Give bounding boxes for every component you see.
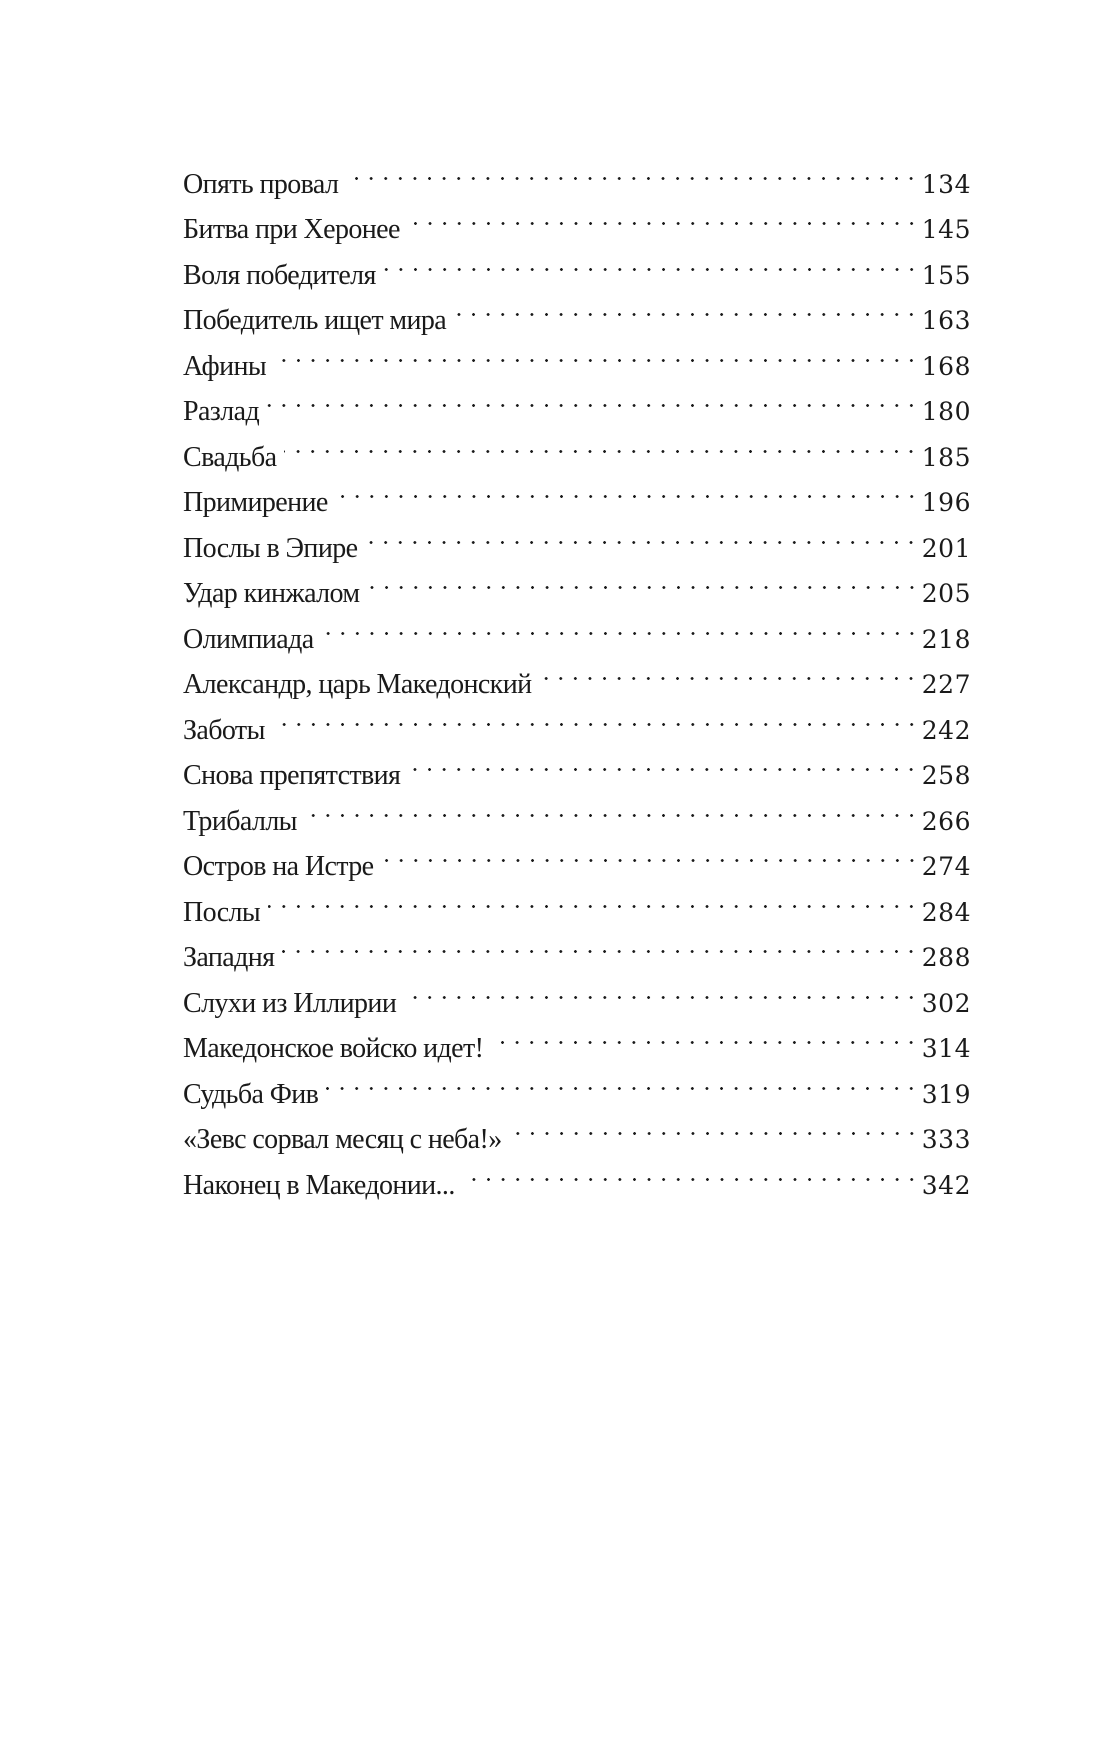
toc-entry-page: 266 [921,806,971,836]
toc-entry-title: Македонское войско идет! [183,1026,491,1072]
toc-entry-title: «Зевс сорвал месяц с неба!» [183,1117,510,1163]
toc-entry [183,739,971,791]
toc-entry-title: Разлад [183,389,267,435]
toc-entry-title: Александр, царь Македонский [183,662,539,708]
toc-entry-page: 333 [921,1125,971,1154]
toc-entry-title: Удар кинжалом [183,571,368,617]
dot-leader [510,1103,919,1149]
toc-entry-page: 168 [921,351,971,381]
dot-leader [491,1012,918,1058]
toc-entry-title: Олимпиада [183,617,322,663]
dot-leader [326,1057,919,1103]
toc-entry [183,966,971,1019]
dot-leader [539,648,918,694]
dot-leader [463,1148,919,1194]
dot-leader [382,830,919,876]
dot-leader [273,693,919,739]
toc-entry-title: Афины [183,344,274,390]
dot-leader [346,147,918,193]
toc-entry-page: 134 [921,169,971,199]
toc-entry-page: 284 [921,897,971,927]
toc-entry-title: Послы [183,890,268,936]
dot-leader [454,284,919,330]
toc-entry-page: 145 [921,215,971,244]
toc-entry [183,875,971,928]
table-of-contents [183,147,971,1201]
dot-leader [336,466,919,512]
toc-entry-page: 342 [921,1170,971,1200]
toc-entry-title: Опять провал [183,162,346,208]
toc-entry-title: Битва при Херонее [183,207,408,253]
dot-leader [408,193,919,239]
dot-leader [322,602,919,648]
toc-entry-page: 227 [921,670,971,699]
dot-leader [282,921,918,967]
dot-leader [384,238,919,284]
toc-entry-title: Снова препятствия [183,753,408,799]
toc-entry-title: Наконец в Македонии... [183,1163,463,1209]
toc-entry [183,147,971,200]
toc-entry [183,921,971,973]
toc-entry [183,420,971,473]
toc-entry-title: Судьба Фив [183,1072,326,1118]
toc-entry-page: 163 [921,306,971,335]
dot-leader [365,511,918,557]
dot-leader [404,966,919,1012]
dot-leader [305,784,919,830]
toc-entry-page: 201 [921,533,971,563]
toc-entry [183,329,971,382]
toc-entry-page: 155 [921,260,971,290]
toc-entry-title: Примирение [183,480,336,526]
dot-leader [284,420,918,466]
toc-entry-page: 302 [921,988,971,1018]
toc-entry [183,466,971,518]
toc-entry [183,375,971,427]
toc-entry-page: 205 [921,579,971,608]
toc-entry-page: 288 [921,943,971,972]
toc-entry-page: 196 [921,488,971,517]
toc-entry-title: Воля победителя [183,253,384,299]
toc-entry-page: 258 [921,761,971,790]
toc-entry-page: 319 [921,1079,971,1109]
toc-entry-title: Слухи из Иллирии [183,981,404,1027]
toc-entry-title: Заботы [183,708,273,754]
dot-leader [267,375,919,421]
toc-entry-page: 185 [921,442,971,472]
toc-entry-page: 274 [921,852,971,881]
toc-entry-title: Свадьба [183,435,284,481]
toc-entry [183,693,971,746]
dot-leader [368,557,919,603]
toc-entry-title: Послы в Эпире [183,526,365,572]
toc-entry-page: 242 [921,715,971,745]
toc-entry-title: Остров на Истре [183,844,382,890]
toc-entry-title: Западня [183,935,282,981]
toc-entry-page: 314 [921,1034,971,1063]
toc-entry-page: 180 [921,397,971,426]
toc-entry-title: Трибаллы [183,799,305,845]
dot-leader [408,739,918,785]
dot-leader [268,875,919,921]
dot-leader [274,329,919,375]
toc-entry-title: Победитель ищет мира [183,298,454,344]
toc-entry-page: 218 [921,624,971,654]
